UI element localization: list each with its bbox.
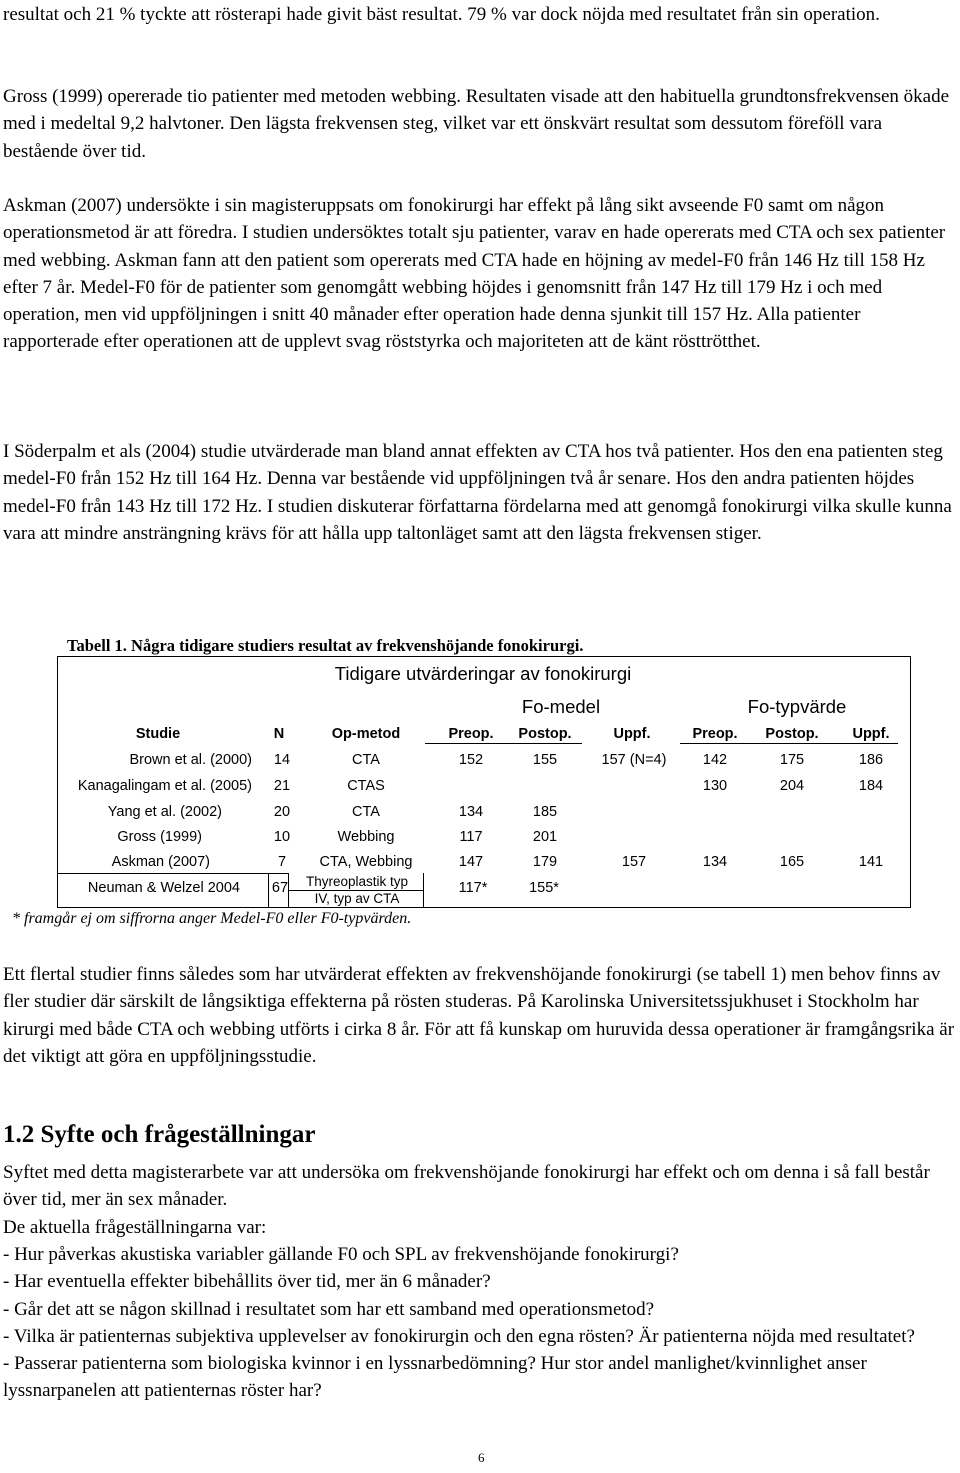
questions-list (3, 1241, 958, 1405)
list-item: - Passerar patienterna som biologiska kvinnor i en lyssnarbedömning? Hur stor andel manlighet/kvinnlighet anser lyssnarpanelen att patienternas röster har? (3, 1353, 867, 1402)
row-yang-study: Yang et al. (2002) (107, 804, 222, 820)
row-gross-study: Gross (1999) (117, 829, 202, 845)
row-brown-study: Brown et al. (2000) (129, 752, 252, 768)
row-brown-typ-uppf: 186 (858, 752, 884, 768)
row-kanagalingam-typ-uppf: 184 (858, 778, 884, 794)
row-brown-medel-postop: 155 (532, 752, 558, 768)
row-kanagalingam-n: 21 (273, 778, 291, 794)
paragraph-intro-continued: resultat och 21 % tyckte att rösterapi hade givit bäst resultat. 79 % var dock nöjda med resultatet från sin operation. (3, 4, 880, 25)
row-askman-medel-postop: 179 (532, 854, 558, 870)
row-kanagalingam-method: CTAS (347, 778, 385, 794)
row-askman-study: Askman (2007) (111, 854, 210, 870)
row-yang-medel-preop: 134 (458, 804, 484, 820)
row-brown-method: CTA (352, 752, 380, 768)
row-askman-n: 7 (277, 854, 287, 870)
paragraph-gross: Gross (1999) opererade tio patienter med metoden webbing. Resultaten visade att den habituella grundtonsfrekvensen ökade med i medeltal 9,2 halvtoner. Den lägsta frekvensen steg, vilket var ett önskvärt resultat som dessutom föreföll vara bestående över tid. (3, 86, 950, 162)
paragraph-askman: Askman (2007) undersökte i sin magisteruppsats om fonokirurgi har effekt på lång sikt avseende F0 samt om någon operationsmetod är att föredra. I studien undersöktes totalt sju patienter, varav en hade opererats med CTA och sex patienter med webbing. Askman fann att den patient som opererats med CTA hade en höjning av medel-F0 från 146 Hz till 158 Hz efter 7 år. Medel-F0 för de patienter som genomgått webbing höjdes i genomsnitt från 147 Hz till 179 Hz i och med operation, men vid uppföljningen i snitt 40 månader efter operation hade denna sjunkit till 157 Hz. Alla patienter rapporterade efter operationen att de upplevt svag röststyrka och majoriteten att de känt rösttrötthet. (3, 195, 946, 353)
paragraph-summary: Ett flertal studier finns således som har utvärderat effekten av frekvenshöjande fonokirurgi (se tabell 1) men behov finns av fler studier där särskilt de långsiktiga effekterna på rösten studeras. På Karolinska Universitetssjukhuset i Stockholm har kirurgi med både CTA och webbing utförts i cirka 8 år. För att få kunskap om huruvida dessa operationer är framgångsrika är det viktigt att göra en uppföljningsstudie. (3, 964, 955, 1067)
row-gross-method: Webbing (337, 829, 395, 845)
list-item: - Vilka är patienternas subjektiva upplevelser av fonokirurgin och den egna rösten? Är patienterna nöjda med resultatet? (3, 1325, 915, 1347)
list-item: - Har eventuella effekter bibehållits över tid, mer än 6 månader? (3, 1271, 491, 1293)
row-gross-n: 10 (273, 829, 291, 845)
last-row-divider-n (268, 873, 269, 907)
row-kanagalingam-typ-preop: 130 (702, 778, 728, 794)
row-neuman-method-line2: IV, typ av CTA (314, 891, 400, 906)
paragraph-purpose: Syftet med detta magisterarbete var att undersöka om frekvenshöjande fonokirurgi har effekt och om denna i så fall består över tid, mer än sex månader. (3, 1162, 930, 1211)
table-caption: Tabell 1. Några tidigare studiers resultat av frekvenshöjande fonokirurgi. (67, 636, 584, 655)
list-item: - Går det att se någon skillnad i resultatet som har ett samband med operationsmetod? (3, 1298, 655, 1320)
row-neuman-medel-preop: 117* (458, 880, 488, 896)
row-kanagalingam-study: Kanagalingam et al. (2005) (77, 778, 252, 794)
underline-typ (680, 743, 898, 744)
col-header-typ-preop: Preop. (692, 726, 738, 742)
row-brown-n: 14 (273, 752, 291, 768)
col-header-n: N (273, 726, 285, 742)
row-askman-typ-preop: 134 (702, 854, 728, 870)
results-table (57, 656, 911, 908)
row-kanagalingam-typ-postop: 204 (779, 778, 805, 794)
row-askman-typ-postop: 165 (779, 854, 805, 870)
row-gross-medel-preop: 117 (459, 829, 483, 845)
last-row-divider-right (423, 873, 424, 907)
row-neuman-method-line1: Thyreoplastik typ (305, 874, 409, 889)
col-header-medel-preop: Preop. (448, 726, 494, 742)
section-title: Syfte och frågeställningar (40, 1121, 316, 1148)
row-neuman-medel-postop: 155* (529, 880, 559, 896)
row-neuman-n: 67 (271, 880, 289, 896)
group-header-fo-medel: Fo-medel (521, 696, 601, 717)
table-title: Tidigare utvärderingar av fonokirurgi (334, 663, 632, 684)
row-brown-typ-postop: 175 (779, 752, 805, 768)
section-number: 1.2 (3, 1121, 35, 1148)
row-askman-typ-uppf: 141 (858, 854, 884, 870)
row-gross-medel-postop: 201 (532, 829, 558, 845)
list-item: - Hur påverkas akustiska variabler gällande F0 och SPL av frekvenshöjande fonokirurgi? (3, 1244, 679, 1265)
col-header-op-metod: Op-metod (331, 726, 401, 742)
row-neuman-study: Neuman & Welzel 2004 (87, 880, 240, 896)
row-brown-typ-preop: 142 (702, 752, 728, 768)
col-header-medel-postop: Postop. (518, 726, 572, 742)
col-header-medel-uppf: Uppf. (613, 726, 651, 742)
group-header-fo-typvarde: Fo-typvärde (747, 696, 847, 717)
table-footnote: * framgår ej om siffrorna anger Medel-F0 eller F0-typvärden. (12, 910, 412, 927)
row-askman-medel-uppf: 157 (621, 854, 647, 870)
col-header-typ-postop: Postop. (765, 726, 819, 742)
row-yang-medel-postop: 185 (532, 804, 558, 820)
paragraph-questions-intro: De aktuella frågeställningarna var: (3, 1217, 267, 1238)
paragraph-soderpalm: I Söderpalm et als (2004) studie utvärderade man bland annat effekten av CTA hos två patienter. Hos den ena patienten steg medel-F0 från 152 Hz till 164 Hz. Denna var bestående vid uppföljningen två år senare. Hos den andra patienten höjdes medel-F0 från 143 Hz till 172 Hz. I studien diskuterar författarna fördelarna med att genomgå fonokirurgi vilka skulle kunna vara att mindre ansträngning krävs för att hålla upp taltonläget samt att den lägsta frekvensen stiger. (3, 441, 952, 544)
section-heading (3, 1121, 315, 1149)
row-askman-medel-preop: 147 (458, 854, 484, 870)
row-yang-method: CTA (352, 804, 380, 820)
row-brown-medel-uppf: 157 (N=4) (601, 752, 667, 768)
col-header-studie: Studie (135, 726, 181, 742)
page-number: 6 (478, 1450, 485, 1465)
row-askman-method: CTA, Webbing (319, 854, 413, 870)
row-yang-n: 20 (273, 804, 291, 820)
row-brown-medel-preop: 152 (458, 752, 484, 768)
underline-medel (425, 743, 582, 744)
col-header-typ-uppf: Uppf. (852, 726, 890, 742)
